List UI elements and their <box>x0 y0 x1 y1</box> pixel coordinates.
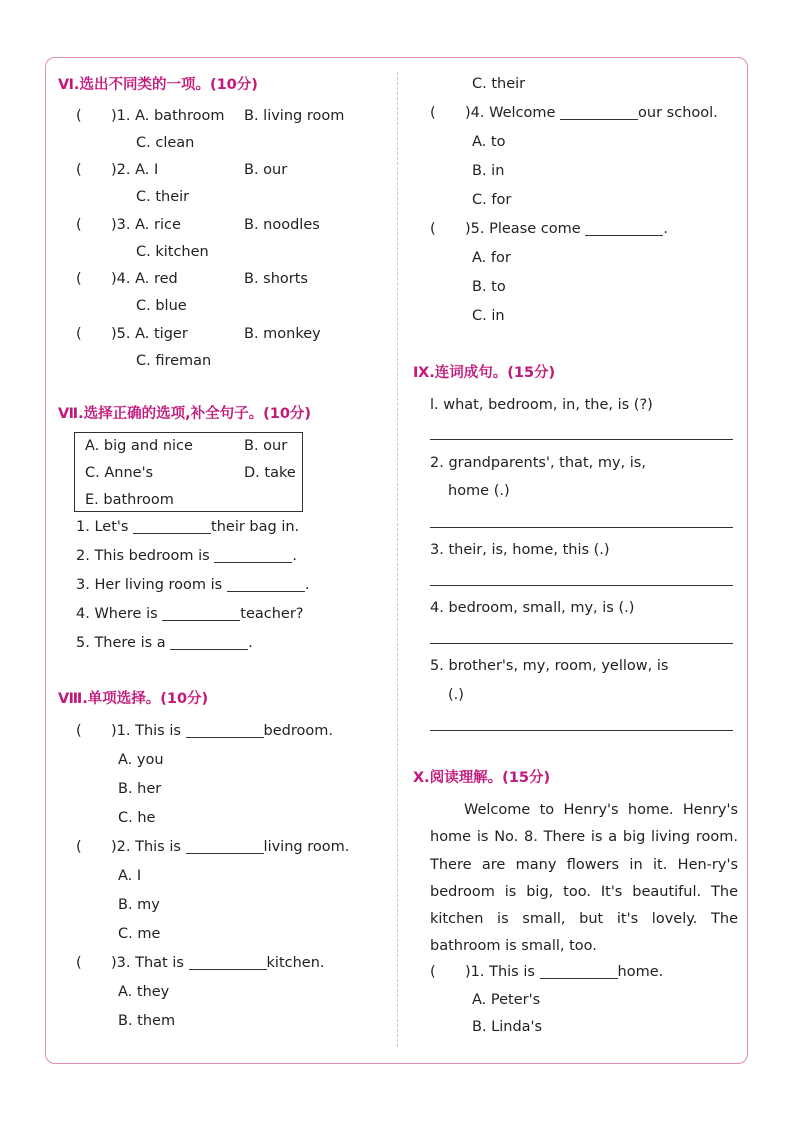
option-c: C. clean <box>136 135 195 151</box>
word-bank-a: A. big and nice <box>85 438 193 454</box>
option-b: B. Linda's <box>472 1019 543 1035</box>
option-a: A. for <box>472 250 511 266</box>
question-text <box>111 722 333 740</box>
section-10-title: Ⅹ.阅读理解。(15分) <box>413 770 551 786</box>
word-bank-c: C. Anne's <box>85 465 154 481</box>
question-text <box>111 954 325 972</box>
answer-blank[interactable] <box>189 955 267 970</box>
sentence-start: 1. Let's <box>76 519 134 535</box>
answer-line[interactable] <box>430 730 733 731</box>
question-end: living room. <box>263 839 350 855</box>
sentence-start: 3. Her living room is <box>76 577 227 593</box>
sentence-end: . <box>292 548 297 564</box>
question-end: . <box>663 221 668 237</box>
s7-sentence-1 <box>76 518 299 536</box>
question-stem: )2. This is <box>111 839 186 855</box>
option-c: C. kitchen <box>136 244 209 260</box>
answer-paren[interactable]: ( <box>430 221 436 237</box>
option-c: C. for <box>472 192 512 208</box>
option-b: B. her <box>118 781 162 797</box>
option-b: B. monkey <box>244 326 321 342</box>
option-b: B. to <box>472 279 506 295</box>
answer-paren[interactable]: ( <box>76 162 82 178</box>
option-c: C. he <box>118 810 156 826</box>
word-bank-e: E. bathroom <box>85 492 174 508</box>
sentence-end: teacher? <box>240 606 304 622</box>
option-b: B. shorts <box>244 271 308 287</box>
question-number: )5. A. tiger <box>111 326 188 342</box>
option-b: B. them <box>118 1013 176 1029</box>
section-6-title: Ⅵ.选出不同类的一项。(10分) <box>58 77 258 93</box>
section-9-title: Ⅸ.连词成句。(15分) <box>413 365 556 381</box>
answer-paren[interactable]: ( <box>430 105 436 121</box>
question-number: )2. A. I <box>111 162 159 178</box>
s7-sentence-4 <box>76 605 304 623</box>
question-end: kitchen. <box>266 955 325 971</box>
s9-words-4: 4. bedroom, small, my, is (.) <box>430 600 635 616</box>
s9-words-1: l. what, bedroom, in, the, is (?) <box>430 397 653 413</box>
question-stem: )1. This is <box>111 723 186 739</box>
sentence-end: their bag in. <box>211 519 300 535</box>
passage-text: Welcome to Henry's home. Henry's home is No. 8. There is a big living room. There are many flowers in it. Hen-ry's bedroom is big, too. It's beautiful. The kitchen is small, but it's lovely. The bathroom is small, too. <box>430 802 738 955</box>
sentence-end: . <box>304 577 310 593</box>
option-b: B. in <box>472 163 505 179</box>
option-a: A. I <box>118 868 142 884</box>
question-text <box>111 838 349 856</box>
question-text <box>465 963 663 981</box>
option-c: C. fireman <box>136 353 212 369</box>
s9-words-5-cont: (.) <box>448 687 464 703</box>
answer-paren[interactable]: ( <box>76 271 82 287</box>
question-text <box>465 104 718 122</box>
question-end: home. <box>617 964 664 980</box>
answer-line[interactable] <box>430 585 733 586</box>
s9-words-2-cont: home (.) <box>448 483 510 499</box>
option-c: C. their <box>472 76 526 92</box>
question-number: )3. A. rice <box>111 217 181 233</box>
option-a: A. to <box>472 134 506 150</box>
s9-words-3: 3. their, is, home, this (.) <box>430 542 610 558</box>
option-b: B. my <box>118 897 160 913</box>
option-b: B. living room <box>244 108 345 124</box>
answer-paren[interactable]: ( <box>76 955 82 971</box>
option-b: B. noodles <box>244 217 320 233</box>
question-end: our school. <box>638 105 718 121</box>
question-text <box>465 220 668 238</box>
answer-blank[interactable] <box>186 839 264 854</box>
answer-blank[interactable] <box>585 221 663 236</box>
question-number: )1. A. bathroom <box>111 108 225 124</box>
sentence-end: . <box>248 635 253 651</box>
option-b: B. our <box>244 162 288 178</box>
s7-sentence-5 <box>76 634 253 652</box>
answer-blank[interactable] <box>227 577 305 592</box>
option-a: A. they <box>118 984 170 1000</box>
option-a: A. Peter's <box>472 992 541 1008</box>
reading-passage <box>430 797 738 961</box>
answer-blank[interactable] <box>540 964 618 979</box>
answer-paren[interactable]: ( <box>76 723 82 739</box>
option-c: C. in <box>472 308 505 324</box>
sentence-start: 2. This bedroom is <box>76 548 215 564</box>
answer-line[interactable] <box>430 527 733 528</box>
question-stem: )1. This is <box>465 964 540 980</box>
word-bank-d: D. take <box>244 465 296 481</box>
answer-paren[interactable]: ( <box>76 839 82 855</box>
section-8-title: Ⅷ.单项选择。(10分) <box>58 691 209 707</box>
answer-paren[interactable]: ( <box>76 217 82 233</box>
answer-blank[interactable] <box>170 635 248 650</box>
answer-blank[interactable] <box>214 548 292 563</box>
question-end: bedroom. <box>263 723 333 739</box>
question-number: )4. A. red <box>111 271 178 287</box>
option-c: C. me <box>118 926 161 942</box>
s7-sentence-2 <box>76 547 297 565</box>
question-stem: )4. Welcome <box>465 105 561 121</box>
s9-words-2: 2. grandparents', that, my, is, <box>430 455 646 471</box>
answer-blank[interactable] <box>186 723 264 738</box>
answer-paren[interactable]: ( <box>76 326 82 342</box>
question-stem: )5. Please come <box>465 221 586 237</box>
sentence-start: 5. There is a <box>76 635 171 651</box>
answer-paren[interactable]: ( <box>76 108 82 124</box>
question-stem: )3. That is <box>111 955 189 971</box>
option-c: C. their <box>136 189 190 205</box>
answer-blank[interactable] <box>162 606 240 621</box>
answer-blank[interactable] <box>560 105 638 120</box>
option-c: C. blue <box>136 298 187 314</box>
sentence-start: 4. Where is <box>76 606 163 622</box>
answer-line[interactable] <box>430 643 733 644</box>
column-divider <box>397 72 398 1047</box>
s9-words-5: 5. brother's, my, room, yellow, is <box>430 658 669 674</box>
option-a: A. you <box>118 752 164 768</box>
s7-sentence-3 <box>76 576 309 594</box>
answer-line[interactable] <box>430 439 733 440</box>
answer-paren[interactable]: ( <box>430 964 436 980</box>
word-bank-b: B. our <box>244 438 288 454</box>
answer-blank[interactable] <box>133 519 211 534</box>
section-7-title: Ⅶ.选择正确的选项,补全句子。(10分) <box>58 406 312 422</box>
